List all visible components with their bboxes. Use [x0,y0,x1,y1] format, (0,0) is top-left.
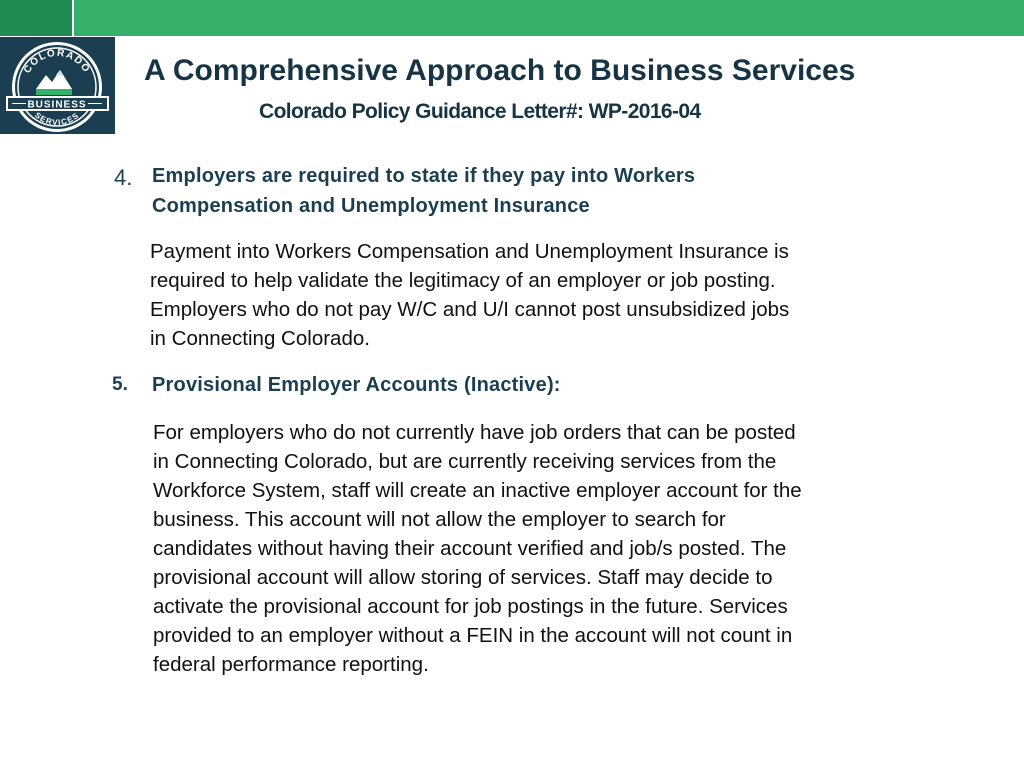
heading-line: Provisional Employer Accounts (Inactive): [152,374,561,396]
item-4-heading [152,161,695,221]
logo-top-text: COLORADO [21,47,93,76]
body-line: in Connecting Colorado, but are currently receiving services from the [153,450,777,473]
body-line: For employers who do not currently have job orders that can be posted [153,421,796,444]
logo-banner-text: BUSINESS [27,99,87,111]
body-line: federal performance reporting. [153,653,429,676]
logo-bottom-text: SERVICES [32,110,82,128]
page-subtitle: Colorado Policy Guidance Letter#: WP-2016-04 [259,100,701,123]
body-line: business. This account will not allow the employer to search for [153,508,726,531]
page-title: A Comprehensive Approach to Business Services [144,54,856,87]
body-line: provisional account will allow storing of services. Staff may decide to [153,566,773,589]
body-line: activate the provisional account for job postings in the future. Services [153,595,788,618]
logo-emblem-icon [0,37,115,134]
item-5-heading [152,370,561,400]
header-bar-accent [0,0,72,36]
body-line: candidates without having their account verified and job/s posted. The [153,537,787,560]
item-5-number: 5. [112,374,128,395]
body-line: required to help validate the legitimacy of an employer or job posting. [150,269,776,292]
body-line: provided to an employer without a FEIN in the account will not count in [153,624,793,647]
item-4-number: 4. [114,165,133,190]
header-bar [74,0,1024,36]
colorado-business-services-logo [0,37,115,134]
heading-line: Compensation and Unemployment Insurance [152,195,590,217]
item-4-body [150,237,789,353]
item-5-body [153,418,802,679]
heading-line: Employers are required to state if they pay into Workers [152,165,696,187]
body-line: Payment into Workers Compensation and Unemployment Insurance is [150,240,789,263]
body-line: Workforce System, staff will create an inactive employer account for the [153,479,802,502]
body-line: in Connecting Colorado. [150,327,370,350]
body-line: Employers who do not pay W/C and U/I cannot post unsubsidized jobs [150,298,790,321]
